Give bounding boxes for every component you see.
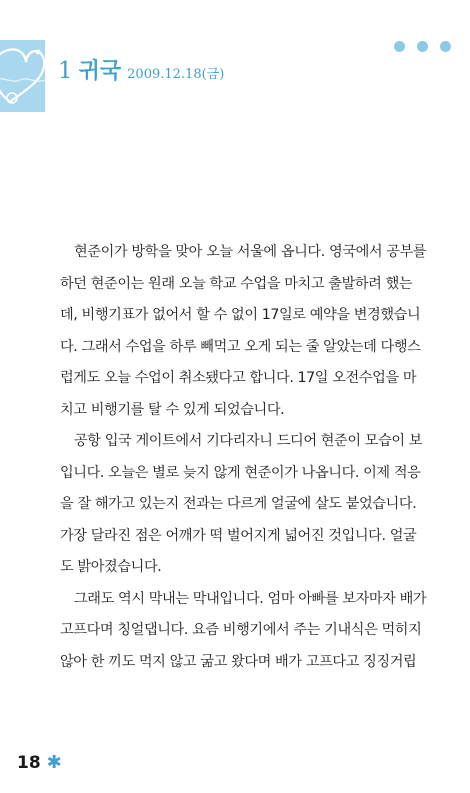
dot-icon bbox=[417, 41, 428, 52]
text-line: 하던 현준이는 원래 오늘 학교 수업을 마치고 출발하려 했는 bbox=[60, 275, 413, 292]
text-line: 고프다며 칭얼댑니다. 요즘 비행기에서 주는 기내식은 먹히지 bbox=[60, 622, 422, 638]
body-text bbox=[60, 237, 452, 678]
chapter-title: 귀국 bbox=[78, 59, 122, 84]
text-line: 현준이가 방학을 맞아 오늘 서울에 옵니다. 영국에서 공부를 bbox=[74, 244, 427, 260]
page-footer bbox=[17, 753, 62, 773]
page-number: 18 bbox=[17, 753, 41, 773]
text-line: 입니다. 오늘은 별로 늦지 않게 현준이가 나옵니다. 이제 적응 bbox=[60, 464, 421, 481]
text-line: 치고 비행기를 탈 수 있게 되었습니다. bbox=[60, 401, 285, 418]
dot-icon bbox=[440, 41, 451, 52]
paragraph bbox=[60, 237, 452, 426]
paragraph bbox=[60, 584, 452, 679]
text-line: 가장 달라진 점은 어깨가 떡 벌어지게 넓어진 것입니다. 얼굴 bbox=[60, 527, 417, 544]
text-line: 공항 입국 게이트에서 기다리자니 드디어 현준이 모습이 보 bbox=[74, 433, 423, 449]
paragraph bbox=[60, 426, 452, 584]
decorative-dots bbox=[394, 41, 451, 52]
text-line: 데, 비행기표가 없어서 할 수 없이 17일로 예약을 변경했습니 bbox=[60, 307, 421, 323]
chapter-header bbox=[58, 54, 224, 85]
dot-icon bbox=[394, 41, 405, 52]
chapter-date: 2009.12.18(금) bbox=[127, 67, 225, 82]
heart-decoration-icon bbox=[0, 40, 45, 112]
text-line: 도 밝아졌습니다. bbox=[60, 559, 162, 575]
asterisk-icon: ✱ bbox=[46, 752, 62, 773]
text-line: 않아 한 끼도 먹지 않고 굶고 왔다며 배가 고프다고 징징거립 bbox=[60, 653, 417, 670]
text-line: 다. 그래서 수업을 하루 빼먹고 오게 되는 줄 알았는데 다행스 bbox=[60, 338, 421, 355]
text-line: 을 잘 해가고 있는지 전과는 다르게 얼굴에 살도 붙었습니다. bbox=[60, 496, 417, 512]
text-line: 그래도 역시 막내는 막내입니다. 엄마 아빠를 보자마자 배가 bbox=[74, 590, 427, 607]
chapter-number: 1 bbox=[58, 58, 73, 84]
text-line: 럽게도 오늘 수업이 취소됐다고 합니다. 17일 오전수업을 마 bbox=[60, 370, 417, 386]
